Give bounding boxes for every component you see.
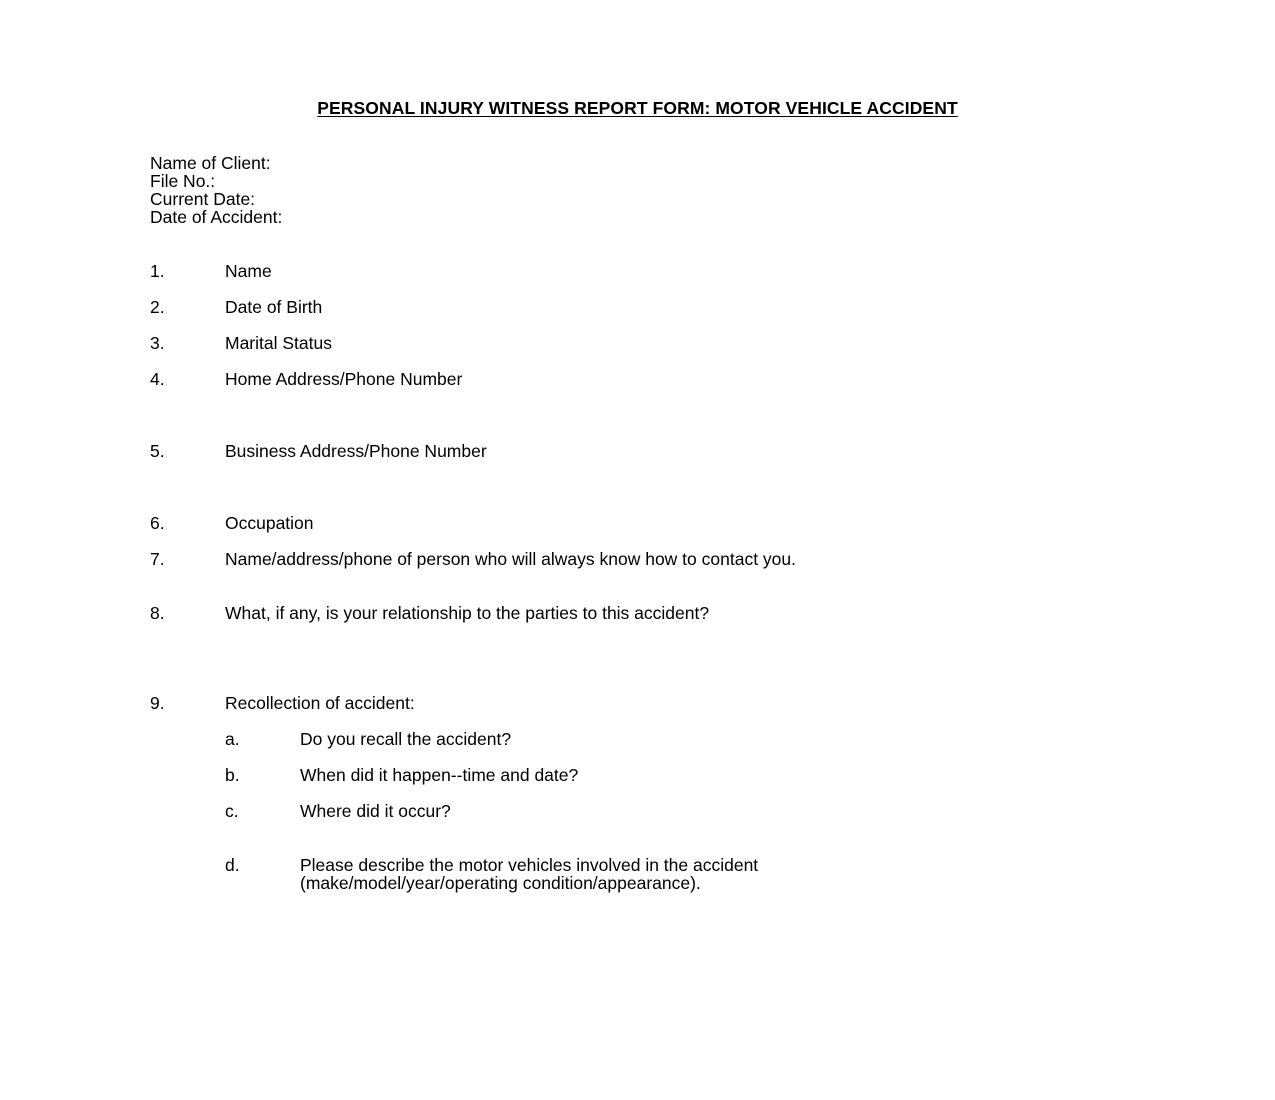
question-label: Marital Status	[225, 333, 332, 353]
question-number: 3.	[150, 333, 165, 353]
question-label: Name	[225, 261, 272, 281]
question-label: Business Address/Phone Number	[225, 441, 487, 461]
subquestion-letter: c.	[225, 801, 239, 821]
question-number: 9.	[150, 693, 165, 713]
current-date-field-label: Current Date:	[150, 189, 256, 209]
file-number-field-label: File No.:	[150, 171, 216, 191]
question-label: Date of Birth	[225, 297, 323, 317]
question-label: Recollection of accident:	[225, 693, 415, 713]
subquestion-letter: a.	[225, 729, 240, 749]
question-label: Name/address/phone of person who will always know how to contact you.	[225, 549, 796, 569]
question-number: 4.	[150, 369, 165, 389]
client-name-field-label: Name of Client:	[150, 153, 271, 173]
question-label: Home Address/Phone Number	[225, 369, 463, 389]
question-number: 8.	[150, 603, 165, 623]
question-number: 7.	[150, 549, 165, 569]
question-number: 2.	[150, 297, 165, 317]
subquestion-text: Where did it occur?	[300, 801, 451, 821]
subquestion-text-continuation: (make/model/year/operating condition/appearance).	[300, 873, 701, 893]
question-label: What, if any, is your relationship to the parties to this accident?	[225, 603, 710, 623]
subquestion-text: Please describe the motor vehicles involved in the accident	[300, 855, 759, 875]
question-number: 5.	[150, 441, 165, 461]
subquestion-text: Do you recall the accident?	[300, 729, 512, 749]
form-title: PERSONAL INJURY WITNESS REPORT FORM: MOTOR VEHICLE ACCIDENT	[317, 98, 958, 118]
subquestion-text: When did it happen--time and date?	[300, 765, 579, 785]
subquestion-letter: d.	[225, 855, 240, 875]
subquestion-letter: b.	[225, 765, 240, 785]
question-label: Occupation	[225, 513, 314, 533]
header-fields	[150, 154, 282, 226]
question-number: 6.	[150, 513, 165, 533]
accident-date-field-label: Date of Accident:	[150, 207, 283, 227]
question-number: 1.	[150, 261, 165, 281]
